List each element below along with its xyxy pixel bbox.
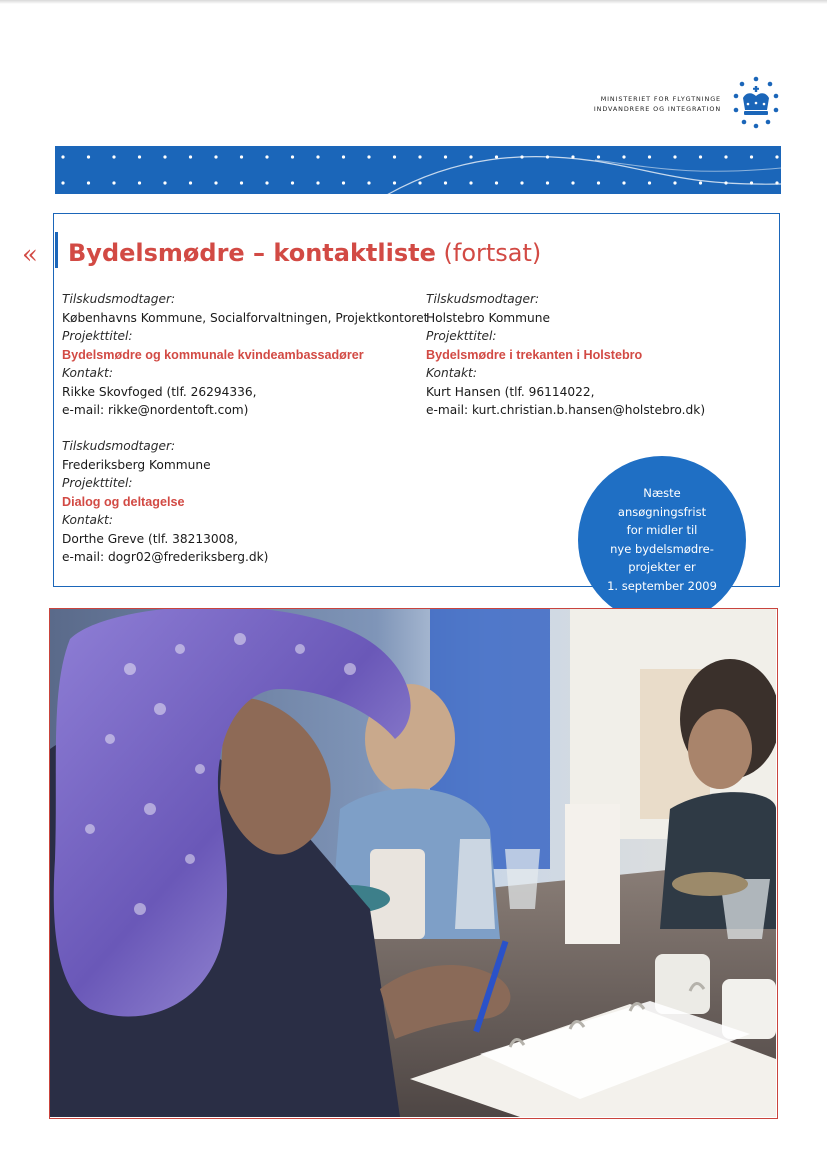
banner-dot [597,181,600,184]
banner-dot [112,181,115,184]
banner-dot [648,181,651,184]
banner-dot [138,155,141,158]
contact-phone: Kurt Hansen (tlf. 96114022, [426,384,595,399]
project-title: Bydelsmødre og kommunale kvindeambassadører [62,347,364,362]
banner-dot [520,181,523,184]
title-accent-bar [55,232,58,268]
ministry-name-line1: MINISTERIET FOR FLYGTNINGE [600,95,721,103]
banner-dot [418,181,421,184]
deadline-line: Næste [643,486,681,500]
contact-entry [426,290,705,420]
banner-dot [495,181,498,184]
project-title: Bydelsmødre i trekanten i Holstebro [426,347,643,362]
project-label: Projekttitel: [62,329,133,343]
banner-dot [342,181,345,184]
deadline-line: nye bydelsmødre- [610,541,714,556]
contact-entry [62,437,268,567]
banner-dot [87,155,90,158]
recipient-value: Holstebro Kommune [426,310,550,325]
banner-dot [61,181,64,184]
banner-dot [61,155,64,158]
banner-dot [163,155,166,158]
project-title: Dialog og deltagelse [62,494,185,509]
banner-dot [699,181,702,184]
banner-dot [673,181,676,184]
contact-phone: Dorthe Greve (tlf. 38213008, [62,531,238,546]
banner-dot [444,155,447,158]
banner-dot [189,181,192,184]
page-top-edge [0,0,827,4]
page-title-suffix: (fortsat) [443,239,542,267]
banner-dot [546,181,549,184]
banner-dot [393,181,396,184]
banner-dot [138,181,141,184]
contact-label: Kontakt: [426,366,477,380]
project-label: Projekttitel: [62,476,133,490]
banner-dot [418,155,421,158]
banner-dot [240,181,243,184]
banner-dot [367,155,370,158]
banner-dot [699,155,702,158]
banner-dot [597,155,600,158]
banner-dot [724,155,727,158]
banner-dot [750,155,753,158]
banner-dot [291,181,294,184]
banner-dot [622,181,625,184]
deadline-bubble [578,456,746,624]
banner-dot [673,155,676,158]
deadline-line: projekter er [628,560,696,574]
ministry-name-line2: INDVANDRERE OG INTEGRATION [593,105,721,113]
banner-dot [342,155,345,158]
recipient-label: Tilskudsmodtager: [426,292,540,306]
banner-dot [112,155,115,158]
banner-dot [469,155,472,158]
contact-label: Kontakt: [62,366,113,380]
deadline-line: ansøgningsfrist [617,504,707,519]
crown-crest-icon [728,74,784,130]
contact-label: Kontakt: [62,513,113,527]
page-title [68,236,541,270]
banner-dot [163,181,166,184]
banner-dot [393,155,396,158]
banner-dot [775,155,778,158]
project-label: Projekttitel: [426,329,497,343]
blue-banner [55,146,781,194]
deadline-line: for midler til [626,523,698,537]
deadline-date: 1. september 2009 [607,578,717,593]
banner-dot [214,155,217,158]
banner-dot [265,155,268,158]
banner-dot [316,181,319,184]
banner-dot [648,155,651,158]
contact-entry [62,290,428,420]
contact-email: e-mail: kurt.christian.b.hansen@holstebro.dk) [426,403,706,417]
banner-dot [367,181,370,184]
contact-email: e-mail: dogr02@frederiksberg.dk) [62,550,269,564]
contact-email: e-mail: rikke@nordentoft.com) [62,403,249,417]
banner-dot [87,181,90,184]
banner-dot [469,181,472,184]
banner-dot [265,181,268,184]
ministry-name [594,94,721,114]
back-chevron-icon: « [22,240,38,270]
banner-dot [291,155,294,158]
contact-phone: Rikke Skovfoged (tlf. 26294336, [62,384,257,399]
banner-dot [316,155,319,158]
banner-dot [571,181,574,184]
banner-dot [214,181,217,184]
recipient-value: Københavns Kommune, Socialforvaltningen, Projektkontoret [62,310,429,325]
recipient-value: Frederiksberg Kommune [62,457,211,472]
banner-dot [622,155,625,158]
banner-dot [444,181,447,184]
banner-dot [240,155,243,158]
photo-women-at-table [49,608,778,1119]
recipient-label: Tilskudsmodtager: [62,439,176,453]
banner-dot [495,155,498,158]
recipient-label: Tilskudsmodtager: [62,292,176,306]
banner-dot [189,155,192,158]
page-title-main: Bydelsmødre – kontaktliste [68,239,436,267]
